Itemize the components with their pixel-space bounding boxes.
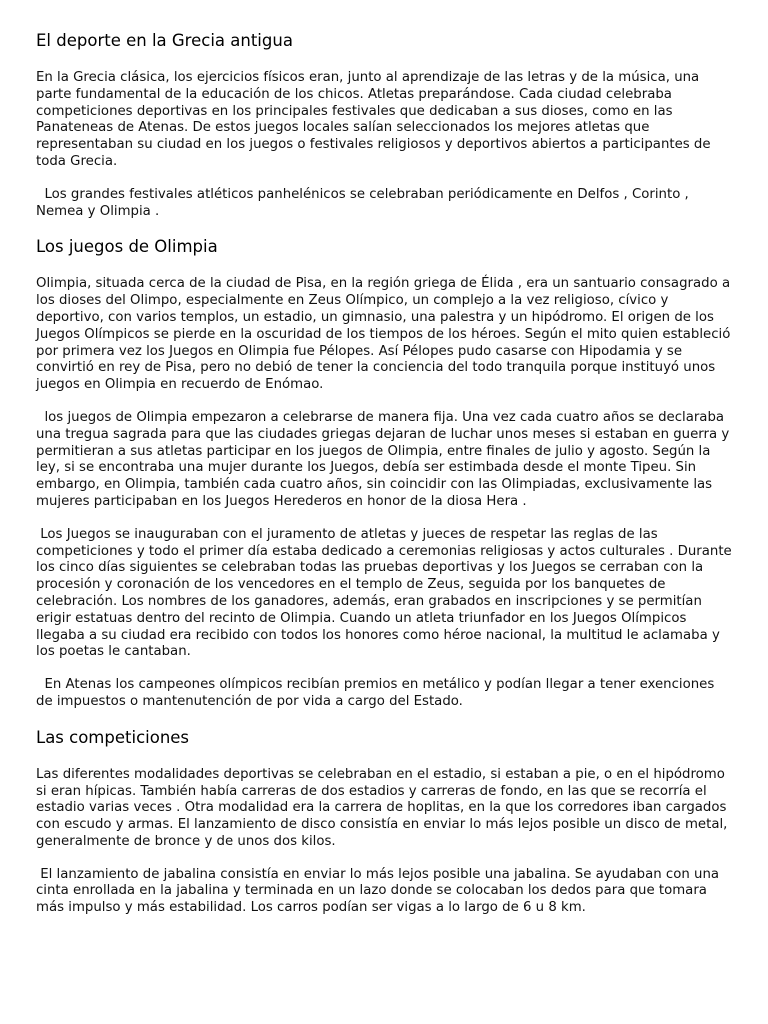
section-juegos-olimpia: [36, 236, 736, 710]
paragraph: Las diferentes modalidades deportivas se celebraban en el estadio, si estaban a pie, o en el hipódromo si eran hípicas. También había carreras de dos estadios y carreras de fondo, en las que se recorría el estadio varias veces . Otra modalidad era la carrera de hoplitas, en la que los corredores iban cargados con escudo y armas. El lanzamiento de disco consistía en enviar lo más lejos posible un disco de metal, generalmente de bronce y de unos dos kilos.: [36, 766, 732, 849]
section-heading: Los juegos de Olimpia: [36, 237, 218, 257]
paragraph: El lanzamiento de jabalina consistía en enviar lo más lejos posible una jabalina. Se ayudaban con una cinta enrollada en la jabalina y terminada en un lazo donde se colocaban los dedos para que tomara más impulso y más estabilidad. Los carros podían ser vigas a lo largo de 6 u 8 km.: [36, 866, 724, 916]
paragraph: Los grandes festivales atléticos panhelénicos se celebraban periódicamente en Delfos , Corinto , Nemea y Olimpia .: [36, 186, 694, 219]
paragraph: En la Grecia clásica, los ejercicios físicos eran, junto al aprendizaje de las letras y de la música, una parte fundamental de la educación de los chicos. Atletas preparándose. Cada ciudad celebraba competiciones deportivas en los principales festivales que dedicaban a sus dioses, como en las Panateneas de Atenas. De estos juegos locales salían seleccionados los mejores atletas que representaban su ciudad en los juegos o festivales religiosos y deportivos abiertos a participantes de toda Grecia.: [36, 70, 715, 169]
section-heading: El deporte en la Grecia antigua: [36, 31, 293, 50]
section-competiciones: [36, 727, 732, 917]
paragraph: En Atenas los campeones olímpicos recibían premios en metálico y podían llegar a tener exenciones de impuestos o mantenutención de por vida a cargo del Estado.: [36, 677, 719, 709]
paragraph: Olimpia, situada cerca de la ciudad de Pisa, en la región griega de Élida , era un santuario consagrado a los dioses del Olimpo, especialmente en Zeus Olímpico, un complejo a la vez religioso, cívico y deportivo, con varios templos, un estadio, un gimnasio, una palestra y un hipódromo. El origen de los Juegos Olímpicos se pierde en la oscuridad de los tiempos de los héroes. Según el mito quien estableció por primera vez los Juegos en Olimpia fue Pélopes. Así Pélopes pudo casarse con Hipodamia y se convirtió en rey de Pisa, pero no debió de tener la conciencia del todo tranquila porque instituyó unos juegos en Olimpia en recuerdo de Enómao.: [36, 276, 735, 393]
paragraph: Los Juegos se inauguraban con el juramento de atletas y jueces de respetar las reglas de las competiciones y todo el primer día estaba dedicado a ceremonias religiosas y actos culturales . Durante los cinco días siguientes se celebraban todas las pruebas deportivas y los Juegos se cerraban con la procesión y coronación de los vencedores en el templo de Zeus, seguida por los banquetes de celebración. Los nombres de los ganadores, además, eran grabados en inscripciones y se permitían erigir estatuas dentro del recinto de Olimpia. Cuando un atleta triunfador en los Juegos Olímpicos llegaba a su ciudad era recibido con todos los honores como héroe nacional, la multitud le aclamaba y los poetas le cantaban.: [36, 526, 736, 660]
section-deporte-grecia: [36, 30, 732, 220]
section-heading: Las competiciones: [36, 727, 190, 747]
paragraph: los juegos de Olimpia empezaron a celebrarse de manera fija. Una vez cada cuatro años se declaraba una tregua sagrada para que las ciudades griegas dejaran de luchar unos meses si estaban en guerra y permitieran a sus atletas participar en los juegos de Olimpia, entre finales de julio y agosto. Según la ley, si se encontraba una mujer durante los Juegos, debía ser estimbada desde el monte Tipeu. Sin embargo, en Olimpia, también cada cuatro años, sin coincidir con las Olimpiadas, exclusivamente las mujeres participaban en los Juegos Herederos en honor de la diosa Hera .: [36, 409, 734, 509]
document-page: [36, 30, 736, 933]
